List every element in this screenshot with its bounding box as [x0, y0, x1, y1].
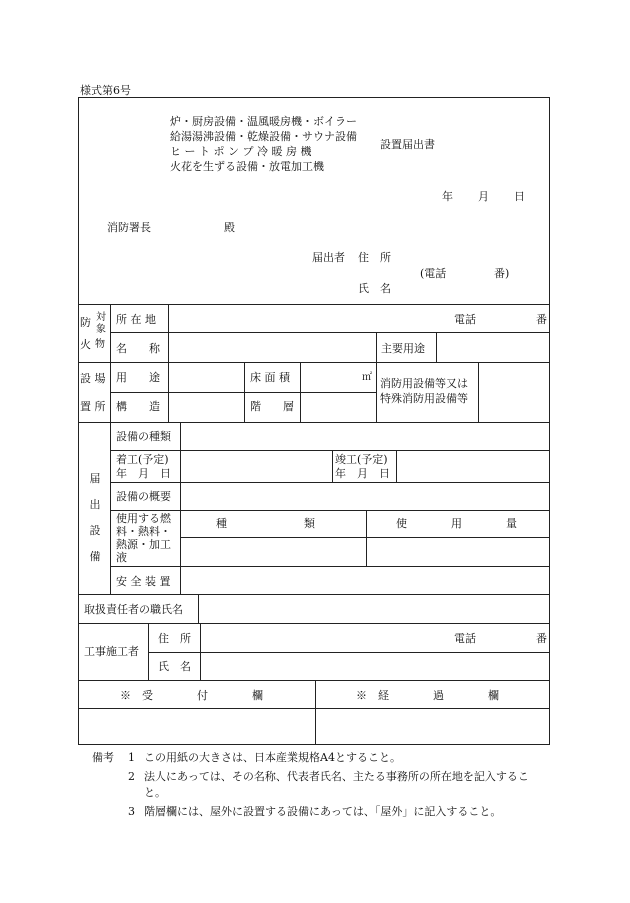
rule-mainuse-col: [376, 332, 377, 422]
applicant-address-label: 住 所: [358, 251, 391, 264]
equipment-fuel-label-1: 使用する燃: [116, 512, 171, 525]
equipment-safety-label: 安 全 装 置: [116, 575, 171, 588]
note-2-number: 2: [128, 770, 135, 783]
rule-floorarea-value-col: [300, 362, 301, 422]
form-number: 様式第6号: [80, 84, 131, 97]
target-main-use-label: 主要用途: [381, 342, 425, 355]
target-phone-label: 電話: [454, 313, 476, 326]
contractor-name-label: 氏 名: [158, 660, 191, 673]
install-group-label-top: 設 場: [80, 372, 106, 385]
applicant-label: 届出者: [312, 251, 345, 264]
install-floor-area-label: 床 面 積: [250, 371, 290, 384]
title-line-2: 給湯湯沸設備・乾燥設備・サウナ設備: [170, 130, 357, 143]
rule-header-bottom: [78, 304, 550, 305]
rule-contractor-mid: [148, 652, 550, 653]
rule-manager-col: [198, 594, 199, 623]
install-use-label: 用 途: [116, 371, 160, 384]
rule-complete-col: [332, 450, 333, 482]
note-1-number: 1: [128, 751, 135, 764]
target-group-label-bottom: 火: [80, 338, 91, 351]
rule-install-mid: [110, 392, 376, 393]
rule-fireequip-col: [478, 362, 479, 422]
rule-contractor-value-col: [200, 623, 201, 680]
rule-complete-value-col: [396, 450, 397, 482]
equipment-type-label: 設備の種類: [116, 430, 171, 443]
install-fire-equipment-label-2: 特殊消防用設備等: [380, 392, 468, 405]
target-phone-end: 番: [536, 313, 547, 326]
manager-label: 取扱責任者の職氏名: [84, 603, 183, 616]
rule-reception-header-bottom: [78, 708, 550, 709]
equipment-start-label-1: 着工(予定): [116, 453, 169, 466]
reception-header: ※ 受 付 欄: [120, 689, 263, 702]
target-name-label: 名 称: [116, 342, 160, 355]
equipment-kind-header: 種 類: [216, 517, 315, 530]
install-floor-area-unit: ㎡: [362, 372, 372, 383]
rule-target-bottom: [78, 362, 550, 363]
rule-mainuse-value-col: [436, 332, 437, 362]
equipment-complete-label-1: 竣工(予定): [335, 453, 388, 466]
progress-header: ※ 経 過 欄: [356, 689, 499, 702]
title-line-1: 炉・厨房設備・温風暖房機・ボイラー: [170, 115, 357, 128]
equipment-overview-label: 設備の概要: [116, 490, 171, 503]
rule-type-bottom: [110, 450, 550, 451]
target-group-label-bottom2: 物: [95, 339, 105, 350]
rule-fuel-bottom: [110, 566, 550, 567]
note-3-number: 3: [128, 805, 135, 818]
rule-contractor-bottom: [78, 680, 550, 681]
note-2-continuation: と。: [144, 786, 166, 799]
title-line-3: ヒ ー ト ポ ン プ 冷 暖 房 機: [170, 145, 312, 158]
rule-label-col-lower: [180, 422, 181, 594]
date-month: 月: [478, 190, 489, 203]
equipment-complete-label-2: 年 月 日: [335, 467, 390, 480]
equipment-start-label-2: 年 月 日: [116, 467, 171, 480]
addressee-name: 消防署長: [107, 221, 151, 234]
title-line-4: 火花を生ずる設備・放電加工機: [170, 160, 324, 173]
install-group-label-bottom: 置 所: [80, 400, 106, 413]
rule-reception-split: [315, 680, 316, 745]
contractor-phone-label: 電話: [454, 632, 476, 645]
rule-overview-bottom: [110, 510, 550, 511]
rule-contractor-col: [148, 623, 149, 680]
target-group-label-top2: 対象: [96, 312, 106, 335]
install-structure-label: 構 造: [116, 400, 160, 413]
equipment-usage-header: 使 用 量: [396, 517, 517, 530]
note-1-text: この用紙の大きさは、日本産業規格A4とすること。: [144, 751, 401, 764]
rule-usage-col: [366, 510, 367, 566]
note-2-text: 法人にあっては、その名称、代表者氏名、主たる事務所の所在地を記入するこ: [144, 770, 529, 783]
rule-group-col: [110, 304, 111, 594]
install-fire-equipment-label-1: 消防用設備等又は: [380, 377, 468, 390]
rule-floorarea-label-col: [244, 362, 245, 422]
target-location-label: 所 在 地: [116, 313, 156, 326]
rule-label-col-upper: [168, 304, 169, 422]
rule-install-bottom: [78, 422, 550, 423]
rule-fuel-mid: [180, 537, 550, 538]
rule-safety-bottom: [78, 594, 550, 595]
note-3-text: 階層欄には、屋外に設置する設備にあっては、「屋外」に記入すること。: [144, 805, 502, 818]
date-day: 日: [514, 190, 525, 203]
applicant-name-label: 氏 名: [358, 282, 391, 295]
date-year: 年: [442, 190, 453, 203]
notes-label: 備考: [92, 751, 114, 764]
target-group-label-top: 防: [80, 316, 91, 329]
equipment-fuel-label-4: 液: [116, 551, 127, 564]
equipment-fuel-label-2: 料・熱料・: [116, 525, 171, 538]
title-suffix: 設置届出書: [380, 138, 435, 151]
applicant-phone-label: (電話: [420, 267, 447, 280]
contractor-address-label: 住 所: [158, 632, 191, 645]
install-floor-label: 階 層: [250, 400, 294, 413]
equipment-group-label: 届出設備: [89, 472, 101, 563]
contractor-phone-end: 番: [536, 632, 547, 645]
rule-start-bottom: [110, 482, 550, 483]
equipment-fuel-label-3: 熱源・加工: [116, 538, 171, 551]
contractor-label: 工事施工者: [84, 645, 139, 658]
rule-target-mid: [110, 332, 550, 333]
applicant-phone-end: 番): [494, 267, 510, 280]
addressee-honorific: 殿: [224, 221, 235, 234]
